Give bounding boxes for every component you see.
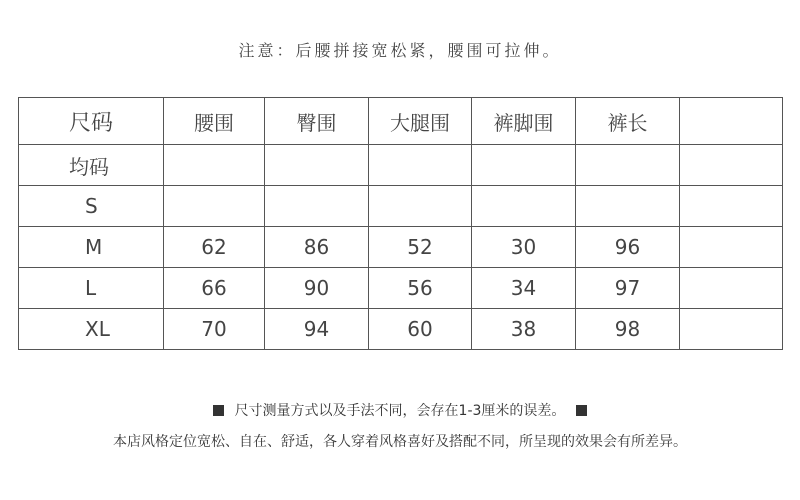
header-cell: 裤长 [576, 98, 680, 145]
header-cell [680, 98, 783, 145]
table-cell [472, 145, 576, 186]
size-label-cell: L [19, 268, 164, 309]
square-bullet-icon [576, 405, 587, 416]
table-row [19, 309, 783, 350]
table-cell [164, 145, 265, 186]
table-cell: 66 [164, 268, 265, 309]
style-note: 本店风格定位宽松、自在、舒适，各人穿着风格喜好及搭配不同，所呈现的效果会有所差异。 [113, 434, 687, 450]
header-cell: 裤脚围 [472, 98, 576, 145]
table-cell: 70 [164, 309, 265, 350]
page-note: 注意：后腰拼接宽松紧，腰围可拉伸。 [238, 41, 562, 60]
table-cell [680, 145, 783, 186]
table-cell [164, 186, 265, 227]
table-cell: 52 [369, 227, 472, 268]
table-cell [472, 186, 576, 227]
square-bullet-icon [213, 405, 224, 416]
header-cell: 大腿围 [369, 98, 472, 145]
table-row [19, 145, 783, 186]
table-row [19, 227, 783, 268]
table-cell: 90 [265, 268, 369, 309]
header-cell: 尺码 [19, 98, 164, 145]
size-label-cell: S [19, 186, 164, 227]
table-cell [680, 309, 783, 350]
table-cell [576, 186, 680, 227]
table-cell: 60 [369, 309, 472, 350]
size-label-cell: 均码 [19, 145, 164, 186]
table-header-row [19, 98, 783, 145]
table-cell: 96 [576, 227, 680, 268]
table-cell [265, 145, 369, 186]
size-label-cell: M [19, 227, 164, 268]
header-cell: 腰围 [164, 98, 265, 145]
table-cell: 94 [265, 309, 369, 350]
table-cell: 62 [164, 227, 265, 268]
table-cell: 34 [472, 268, 576, 309]
measurement-note [0, 400, 800, 420]
table-cell [680, 268, 783, 309]
size-chart-table [18, 97, 783, 350]
table-cell [680, 227, 783, 268]
table-row [19, 186, 783, 227]
table-cell [369, 145, 472, 186]
table-cell [265, 186, 369, 227]
header-cell: 臀围 [265, 98, 369, 145]
table-cell [680, 186, 783, 227]
table-cell: 56 [369, 268, 472, 309]
size-label-cell: XL [19, 309, 164, 350]
measurement-note-text: 尺寸测量方式以及手法不同，会存在1-3厘米的误差。 [234, 403, 566, 419]
table-cell: 86 [265, 227, 369, 268]
table-cell: 98 [576, 309, 680, 350]
table-cell [369, 186, 472, 227]
table-row [19, 268, 783, 309]
table-cell [576, 145, 680, 186]
table-cell: 97 [576, 268, 680, 309]
table-cell: 30 [472, 227, 576, 268]
table-cell: 38 [472, 309, 576, 350]
